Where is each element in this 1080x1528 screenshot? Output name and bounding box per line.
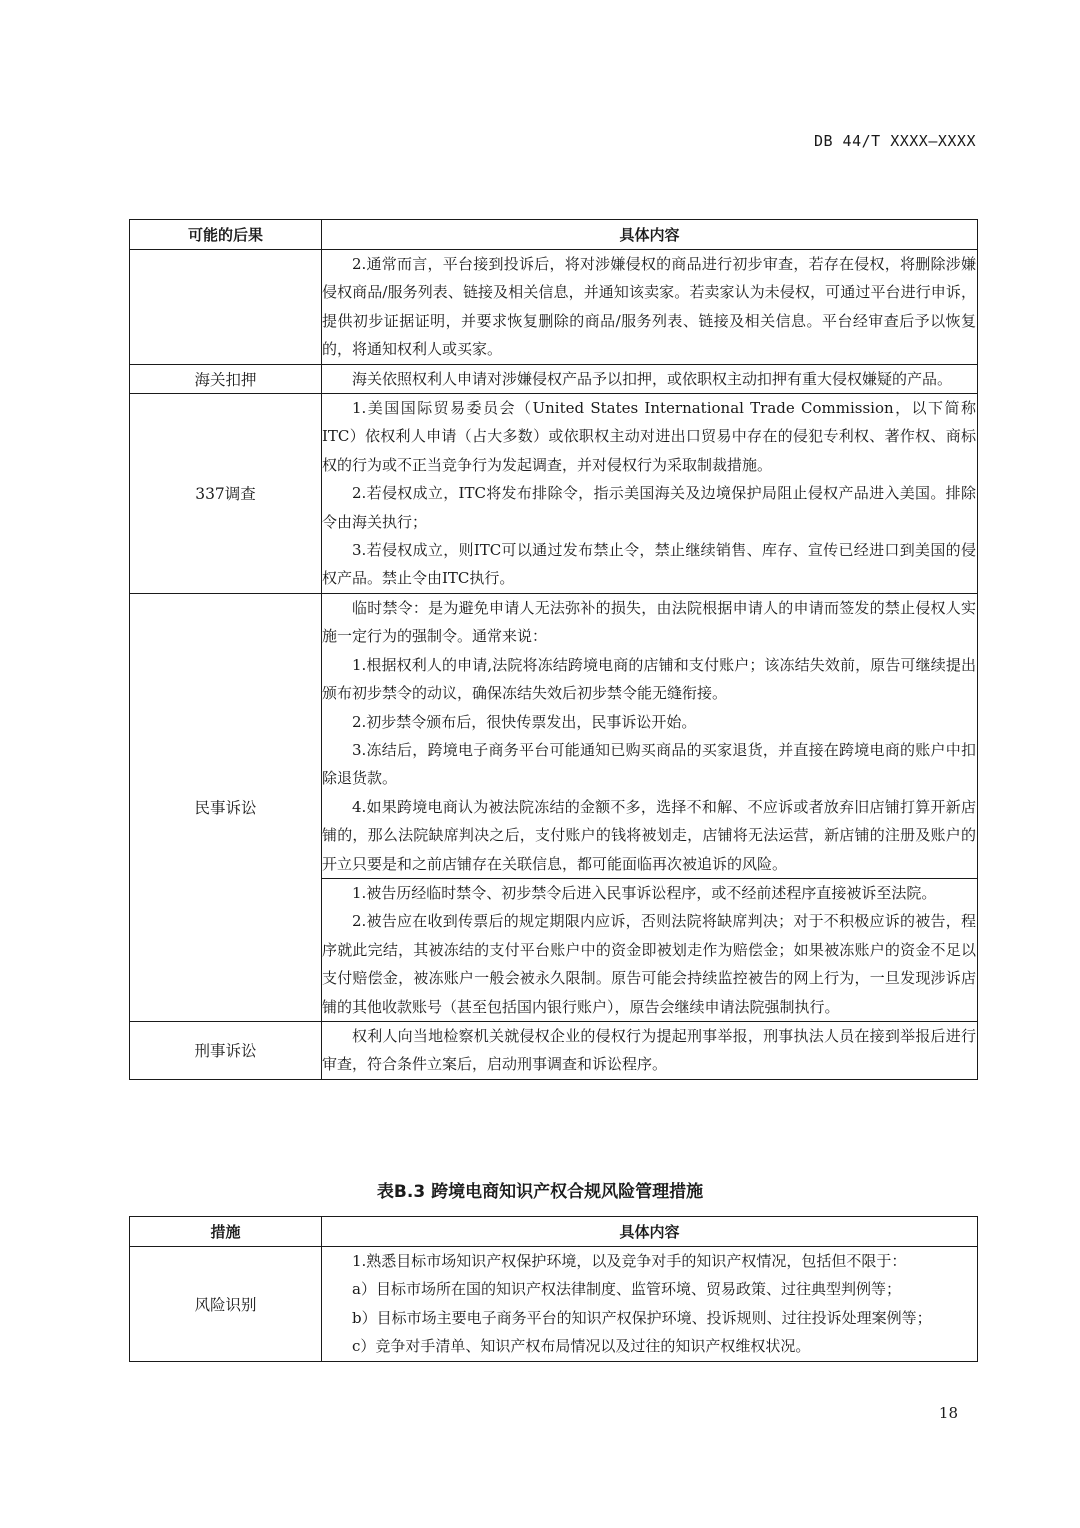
column-header-consequence: 可能的后果 [130, 220, 322, 250]
content-paragraph: a）目标市场所在国的知识产权法律制度、监管环境、贸易政策、过往典型判例等； [352, 1280, 901, 1299]
row-label: 337调查 [130, 394, 322, 594]
content-block [322, 365, 977, 393]
column-header-content: 具体内容 [322, 1217, 978, 1247]
table-row [130, 593, 978, 1021]
column-header-measure: 措施 [130, 1217, 322, 1247]
row-content [322, 364, 978, 393]
content-paragraph: 2.通常而言，平台接到投诉后，将对涉嫌侵权的商品进行初步审查，若存在侵权，将删除涉嫌侵权商品/服务列表、链接及相关信息，并通知该卖家。若卖家认为未侵权，可通过平台进行申诉，提供初步证据证明，并要求恢复删除的商品/服务列表、链接及相关信息。平台经审查后予以恢复的，将通知权利人或买家。 [322, 255, 976, 359]
table-row [130, 250, 978, 365]
consequences-table [129, 219, 978, 1080]
content-paragraph: 1.熟悉目标市场知识产权保护环境，以及竞争对手的知识产权情况，包括但不限于： [352, 1252, 907, 1270]
content-paragraph: 临时禁令：是为避免申请人无法弥补的损失，由法院根据申请人的申请而签发的禁止侵权人实施一定行为的强制令。通常来说： [322, 598, 976, 646]
row-label: 刑事诉讼 [130, 1021, 322, 1079]
table-row [130, 394, 978, 594]
content-paragraph: 权利人向当地检察机关就侵权企业的侵权行为提起刑事举报，刑事执法人员在接到举报后进行审查，符合条件立案后，启动刑事调查和诉讼程序。 [322, 1026, 976, 1074]
row-label: 民事诉讼 [130, 593, 322, 1021]
content-paragraph: 4.如果跨境电商认为被法院冻结的金额不多，选择不和解、不应诉或者放弃旧店铺打算开新店铺的，那么法院缺席判决之后，支付账户的钱将被划走，店铺将无法运营，新店铺的注册及账户的开立只要是和之前店铺存在关联信息，都可能面临再次被追诉的风险。 [322, 797, 976, 873]
content-block [322, 1247, 977, 1361]
table-header-row [130, 220, 978, 250]
row-content [322, 593, 978, 1021]
page-number: 18 [938, 1404, 958, 1422]
content-paragraph: 1.根据权利人的申请,法院将冻结跨境电商的店铺和支付账户；该冻结失效前，原告可继续提出颁布初步禁令的动议，确保冻结失效后初步禁令能无缝衔接。 [322, 655, 976, 703]
document-code: DB 44/T XXXX—XXXX [813, 132, 976, 150]
row-content [322, 250, 978, 365]
row-label: 海关扣押 [130, 364, 322, 393]
row-content [322, 1247, 978, 1362]
content-paragraph: 1.美国国际贸易委员会（United States International Trade Commission，以下简称ITC）依权利人申请（占大多数）或依职权主动对进出口贸易中存在的侵犯专利权、著作权、商标权的行为或不正当竞争行为发起调查，并对侵权行为采取制裁措施。 [322, 399, 976, 474]
content-paragraph: b）目标市场主要电子商务平台的知识产权保护环境、投诉规则、过往投诉处理案例等； [352, 1308, 932, 1327]
content-block [322, 878, 977, 1021]
row-label: 风险识别 [130, 1247, 322, 1362]
content-paragraph: 1.被告历经临时禁令、初步禁令后进入民事诉讼程序，或不经前述程序直接被诉至法院。 [352, 883, 937, 902]
content-block [322, 594, 977, 878]
content-paragraph: 2.若侵权成立，ITC将发布排除令，指示美国海关及边境保护局阻止侵权产品进入美国。排除令由海关执行； [322, 484, 976, 531]
content-paragraph: 3.冻结后，跨境电子商务平台可能通知已购买商品的买家退货，并直接在跨境电商的账户中扣除退货款。 [322, 740, 976, 788]
content-paragraph: 海关依照权利人申请对涉嫌侵权产品予以扣押，或依职权主动扣押有重大侵权嫌疑的产品。 [352, 369, 953, 388]
content-paragraph: c）竞争对手清单、知识产权布局情况以及过往的知识产权维权状况。 [352, 1337, 811, 1356]
table-row [130, 1021, 978, 1079]
measures-table [129, 1216, 978, 1362]
row-label [130, 250, 322, 365]
row-content [322, 394, 978, 594]
column-header-content: 具体内容 [322, 220, 978, 250]
content-paragraph: 2.被告应在收到传票后的规定期限内应诉，否则法院将缺席判决；对于不积极应诉的被告，程序就此完结，其被冻结的支付平台账户中的资金即被划走作为赔偿金；如果被冻账户的资金不足以支付赔偿金，被冻账户一般会被永久限制。原告可能会持续监控被告的网上行为，一旦发现涉诉店铺的其他收款账号（甚至包括国内银行账户），原告会继续申请法院强制执行。 [322, 912, 976, 1016]
content-paragraph: 2.初步禁令颁布后，很快传票发出，民事诉讼开始。 [352, 712, 697, 731]
content-paragraph: 3.若侵权成立，则ITC可以通过发布禁止令，禁止继续销售、库存、宣传已经进口到美国的侵权产品。禁止令由ITC执行。 [322, 541, 976, 588]
content-block [322, 394, 977, 593]
table-caption: 表B.3 跨境电商知识产权合规风险管理措施 [376, 1182, 704, 1202]
table-row [130, 364, 978, 393]
row-content [322, 1021, 978, 1079]
content-block [322, 250, 977, 364]
content-block [322, 1022, 977, 1079]
table-header-row [130, 1217, 978, 1247]
table-row [130, 1247, 978, 1362]
